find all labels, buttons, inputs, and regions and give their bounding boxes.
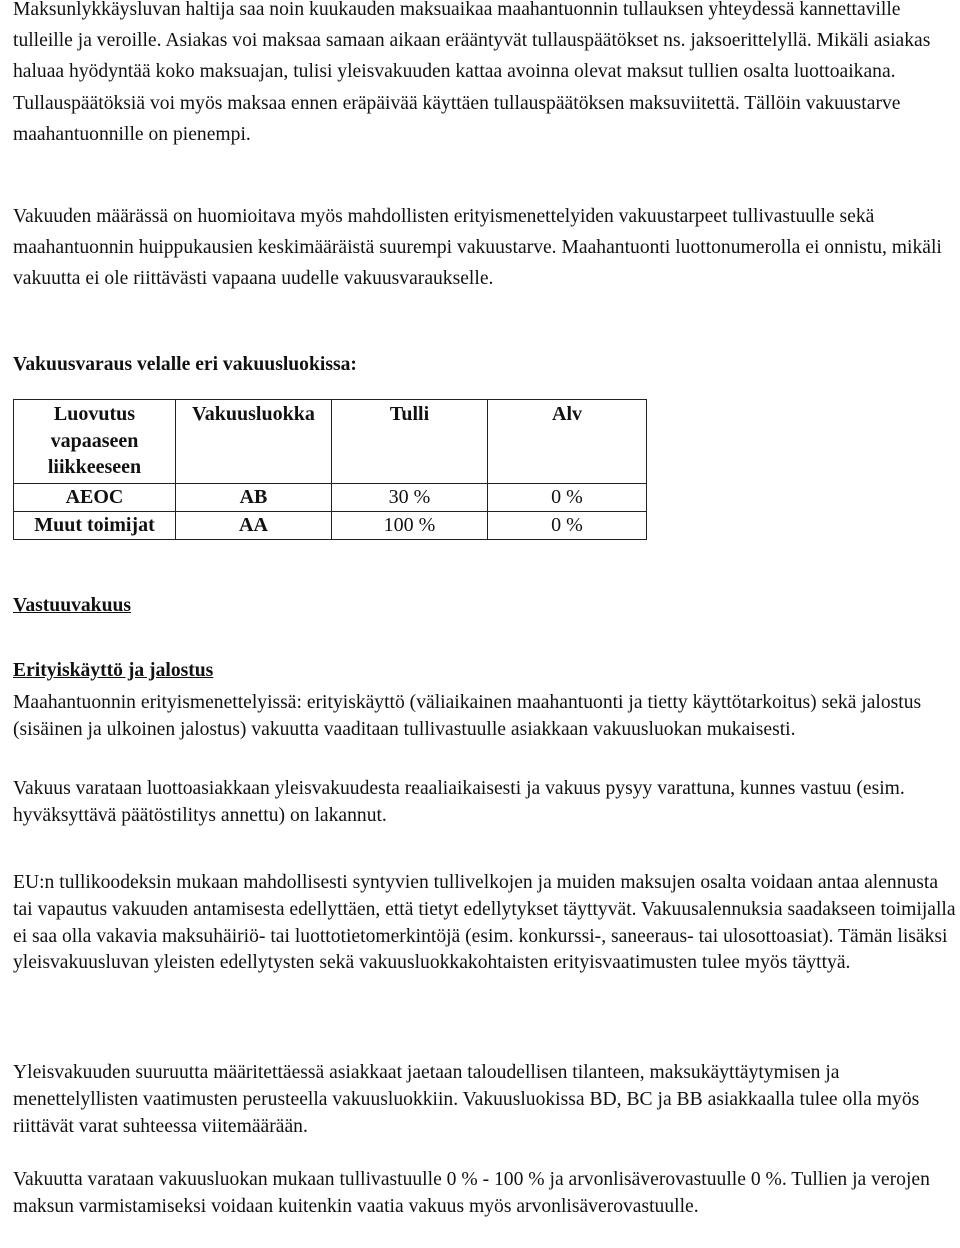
table-header-cell: Vakuusluokka <box>176 400 332 484</box>
paragraph-guarantee-amount: Vakuuden määrässä on huomioitava myös mahdollisten erityismenettelyiden vakuustarpeet tullivastuulle sekä maahantuonnin huippukausien keskimääräistä suurempi vakuustarve. Maahantuonti luottonumerolla ei onnistu, mikäli vakuutta ei ole riittävästi vapaana uudelle vakuusvaraukselle. <box>13 206 942 290</box>
table-header-cell: Luovutus vapaaseen liikkeeseen <box>14 400 176 484</box>
table-cell: 0 % <box>488 484 647 512</box>
paragraph-reservation-percent: Vakuutta varataan vakuusluokan mukaan tullivastuulle 0 % - 100 % ja arvonlisäverovastuulle 0 %. Tullien ja verojen maksun varmistamiseksi voidaan kuitenkin vaatia vakuus myös arvonlisäverovastuulle. <box>13 1169 930 1217</box>
section-heading-vastuuvakuus: Vastuuvakuus <box>13 595 132 616</box>
table-heading: Vakuusvaraus velalle eri vakuusluokissa: <box>13 354 357 375</box>
guarantee-class-table <box>13 399 647 540</box>
table-cell: 30 % <box>332 484 488 512</box>
table-cell: Muut toimijat <box>14 512 176 540</box>
table-cell: 100 % <box>332 512 488 540</box>
section-heading-erityiskaytto: Erityiskäyttö ja jalostus <box>13 660 214 681</box>
table-header-cell: Tulli <box>332 400 488 484</box>
table-header-row <box>14 400 647 484</box>
paragraph-reservation: Vakuus varataan luottoasiakkaan yleisvakuudesta reaaliaikaisesti ja vakuus pysyy varattuna, kunnes vastuu (esim. hyväksyttävä päätöstilitys annettu) on lakannut. <box>13 778 905 826</box>
table-header-cell: Alv <box>488 400 647 484</box>
paragraph-guarantee-size: Yleisvakuuden suuruutta määritettäessä asiakkaat jaetaan taloudellisen tilanteen, maksukäyttäytymisen ja menettelyllisten vaatimusten perusteella vakuusluokkiin. Vakuusluokissa BD, BC ja BB asiakkaalla tulee olla myös riittävät varat suhteessa viitemäärään. <box>13 1062 920 1137</box>
table-row <box>14 512 647 540</box>
paragraph-eu-customs-code: EU:n tullikoodeksin mukaan mahdollisesti syntyvien tullivelkojen ja muiden maksujen osalta voidaan antaa alennusta tai vapautus vakuuden antamisesta edellyttäen, että tietyt edellytykset täyttyvät. Vakuusalennuksia saadakseen toimijalla ei saa olla vakavia maksuhäiriö- tai luottotietomerkintöjä (esim. konkurssi-, saneeraus- tai ulosottoasiat). Tämän lisäksi yleisvakuusluvan yleisten edellytysten sekä vakuusluokkakohtaisten erityisvaatimusten tulee myös täyttyä. <box>13 872 956 974</box>
table-cell: 0 % <box>488 512 647 540</box>
table-cell: AA <box>176 512 332 540</box>
table-row <box>14 484 647 512</box>
table-cell: AEOC <box>14 484 176 512</box>
paragraph-payment-deferral: Maksunlykkäysluvan haltija saa noin kuukauden maksuaikaa maahantuonnin tullauksen yhteydessä kannettaville tulleille ja veroille. Asiakas voi maksaa samaan aikaan erääntyvät tullauspäätökset ns. jaksoerittelyllä. Mikäli asiakas haluaa hyödyntää koko maksuajan, tulisi yleisvakuuden kattaa avoinna olevat maksut tullien osalta luottoaikana. Tullauspäätöksiä voi myös maksaa ennen eräpäivää käyttäen tullauspäätöksen maksuviitettä. Tällöin vakuustarve maahantuonnille on pienempi. <box>13 0 931 145</box>
paragraph-special-procedures: Maahantuonnin erityismenettelyissä: erityiskäyttö (väliaikainen maahantuonti ja tietty käyttötarkoitus) sekä jalostus (sisäinen ja ulkoinen jalostus) vakuutta vaaditaan tullivastuulle asiakkaan vakuusluokan mukaisesti. <box>13 692 922 740</box>
table-cell: AB <box>176 484 332 512</box>
